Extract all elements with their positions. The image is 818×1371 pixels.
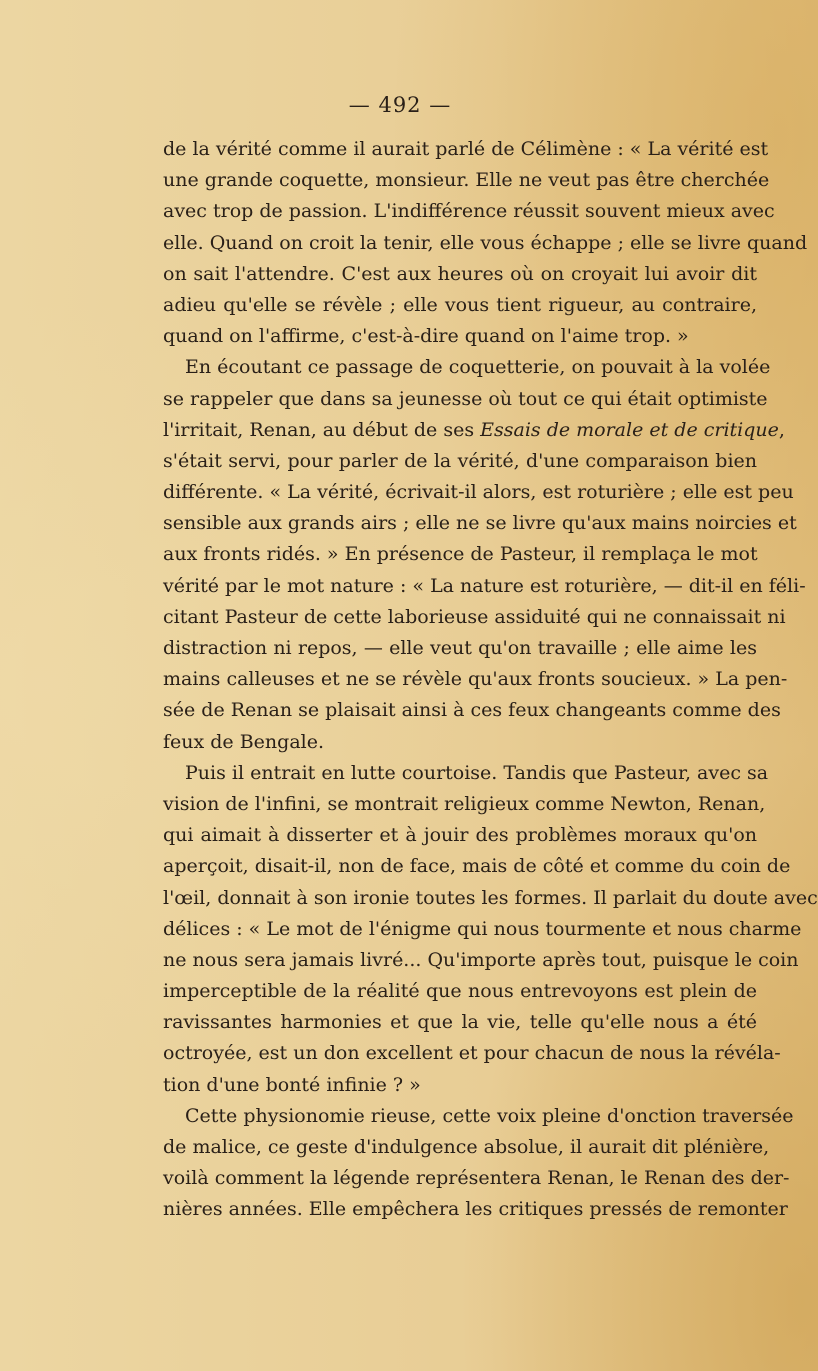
text-segment: , bbox=[778, 418, 785, 441]
text-line: tion d'une bonté infinie ? » bbox=[163, 1073, 421, 1096]
text-line: délices : « Le mot de l'énigme qui nous tourmente et nous charme bbox=[163, 917, 802, 940]
text-line: vérité par le mot nature : « La nature est roturière, — dit-il en féli- bbox=[163, 574, 806, 597]
text-line: citant Pasteur de cette laborieuse assiduité qui ne connaissait ni bbox=[163, 605, 786, 628]
text-line: l'œil, donnait à son ironie toutes les formes. Il parlait du doute avec bbox=[163, 886, 818, 909]
text-line: imperceptible de la réalité que nous entrevoyons est plein de bbox=[163, 980, 757, 1003]
paragraph-start-line: Puis il entrait en lutte courtoise. Tandis que Pasteur, avec sa bbox=[185, 761, 769, 784]
text-line: qui aimait à disserter et à jouir des problèmes moraux qu'on bbox=[163, 824, 757, 847]
text-line bbox=[163, 415, 785, 446]
text-line: sée de Renan se plaisait ainsi à ces feux changeants comme des bbox=[163, 699, 781, 722]
text-line: elle. Quand on croit la tenir, elle vous échappe ; elle se livre quand bbox=[163, 231, 808, 254]
text-line: s'était servi, pour parler de la vérité, d'une comparaison bien bbox=[163, 449, 757, 472]
paragraph-start-line: En écoutant ce passage de coquetterie, on pouvait à la volée bbox=[185, 356, 771, 379]
page-number: — 492 — bbox=[348, 93, 452, 117]
text-line: distraction ni repos, — elle veut qu'on travaille ; elle aime les bbox=[163, 637, 757, 659]
text-line: de la vérité comme il aurait parlé de Célimène : « La vérité est bbox=[163, 138, 769, 160]
text-segment: l'irritait, Renan, au début de ses bbox=[163, 418, 481, 441]
text-line: de malice, ce geste d'indulgence absolue, il aurait dit plénière, bbox=[163, 1136, 770, 1158]
text-line: on sait l'attendre. C'est aux heures où on croyait lui avoir dit bbox=[163, 262, 757, 285]
text-line: ne nous sera jamais livré... Qu'importe après tout, puisque le coin bbox=[163, 948, 799, 971]
text-line: aux fronts ridés. » En présence de Pasteur, il remplaça le mot bbox=[163, 543, 758, 566]
text-line: nières années. Elle empêchera les critiques pressés de remonter bbox=[163, 1198, 788, 1221]
text-line: vision de l'infini, se montrait religieux comme Newton, Renan, bbox=[163, 792, 766, 815]
text-line: avec trop de passion. L'indifférence réussit souvent mieux avec bbox=[163, 200, 775, 223]
text-line: feux de Bengale. bbox=[163, 730, 325, 753]
text-line: mains calleuses et ne se révèle qu'aux fronts soucieux. » La pen- bbox=[163, 668, 788, 691]
text-line: différente. « La vérité, écrivait-il alors, est roturière ; elle est peu bbox=[163, 481, 794, 504]
text-line: sensible aux grands airs ; elle ne se livre qu'aux mains noircies et bbox=[163, 512, 797, 535]
text-line: une grande coquette, monsieur. Elle ne veut pas être cherchée bbox=[163, 169, 770, 192]
text-line: ravissantes harmonies et que la vie, telle qu'elle nous a été bbox=[163, 1011, 757, 1034]
text-line: se rappeler que dans sa jeunesse où tout ce qui était optimiste bbox=[163, 387, 768, 410]
book-title: Essais de morale et de critique bbox=[480, 418, 779, 441]
text-line: voilà comment la légende représentera Renan, le Renan des der- bbox=[163, 1167, 790, 1190]
text-line: adieu qu'elle se révèle ; elle vous tient rigueur, au contraire, bbox=[163, 293, 757, 316]
text-line: quand on l'affirme, c'est-à-dire quand on l'aime trop. » bbox=[163, 325, 689, 348]
text-line: octroyée, est un don excellent et pour chacun de nous la révéla- bbox=[163, 1042, 781, 1065]
body-text bbox=[163, 134, 818, 1226]
text-line: aperçoit, disait-il, non de face, mais de côté et comme du coin de bbox=[163, 855, 791, 878]
paragraph-start-line: Cette physionomie rieuse, cette voix pleine d'onction traversée bbox=[185, 1104, 794, 1127]
